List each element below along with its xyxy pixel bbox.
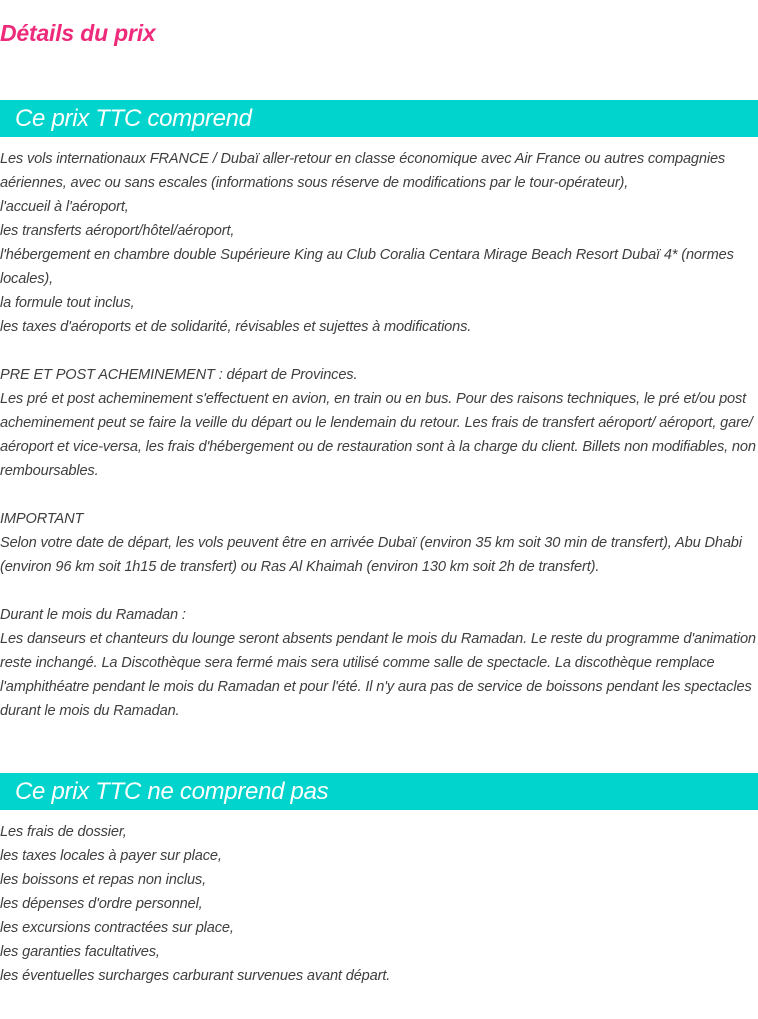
text-line: Les vols internationaux FRANCE / Dubaï aller-retour en classe économique avec Air France ou autres compagnies [0,151,726,167]
text-line: les garanties facultatives, [0,944,160,960]
text-line: remboursables. [0,463,99,479]
text-line: la formule tout inclus, [0,295,135,311]
text-line: les excursions contractées sur place, [0,920,234,936]
paragraph-gap [0,483,758,507]
text-line: locales), [0,271,53,287]
text-line: les éventuelles surcharges carburant survenues avant départ. [0,968,391,984]
text-line: Les danseurs et chanteurs du lounge seront absents pendant le mois du Ramadan. Le reste du programme d'animation [0,631,756,647]
text-line: PRE ET POST ACHEMINEMENT : départ de Provinces. [0,367,358,383]
text-line: durant le mois du Ramadan. [0,703,180,719]
text-line: l'amphithéatre pendant le mois du Ramadan et pour l'été. Il n'y aura pas de service de boissons pendant les spectacles [0,679,752,695]
text-line: l'hébergement en chambre double Supérieure King au Club Coralia Centara Mirage Beach Resort Dubaï 4* (normes [0,247,734,263]
excludes-text [0,820,758,988]
text-line: les taxes d'aéroports et de solidarité, révisables et sujettes à modifications. [0,319,472,335]
text-line: reste inchangé. La Discothèque sera fermé mais sera utilisé comme salle de spectacle. La discothèque remplace [0,655,715,671]
text-line: (environ 96 km soit 1h15 de transfert) ou Ras Al Khaimah (environ 130 km soit 2h de transfert). [0,559,600,575]
text-line: aéroport et vice-versa, les frais d'hébergement ou de restauration sont à la charge du client. Billets non modifiables, non [0,439,756,455]
paragraph-gap [0,579,758,603]
text-line: Les frais de dossier, [0,824,127,840]
includes-section-header: Ce prix TTC comprend [0,100,758,137]
text-line: aériennes, avec ou sans escales (informations sous réserve de modifications par le tour-opérateur), [0,175,629,191]
text-line: Selon votre date de départ, les vols peuvent être en arrivée Dubaï (environ 35 km soit 30 min de transfert), Abu Dhabi [0,535,742,551]
excludes-section-header: Ce prix TTC ne comprend pas [0,773,758,810]
paragraph-gap [0,339,758,363]
text-line: les transferts aéroport/hôtel/aéroport, [0,223,235,239]
text-line: Les pré et post acheminement s'effectuent en avion, en train ou en bus. Pour des raisons techniques, le pré et/ou post [0,391,747,407]
text-line: l'accueil à l'aéroport, [0,199,129,215]
text-line: les boissons et repas non inclus, [0,872,206,888]
text-line: IMPORTANT [0,511,84,527]
text-line: Durant le mois du Ramadan : [0,607,186,623]
text-line: les dépenses d'ordre personnel, [0,896,203,912]
page-title: Détails du prix [0,20,156,46]
text-line: les taxes locales à payer sur place, [0,848,222,864]
text-line: acheminement peut se faire la veille du départ ou le lendemain du retour. Les frais de transfert aéroport/ aéroport, gare/ [0,415,753,431]
includes-text [0,147,758,723]
